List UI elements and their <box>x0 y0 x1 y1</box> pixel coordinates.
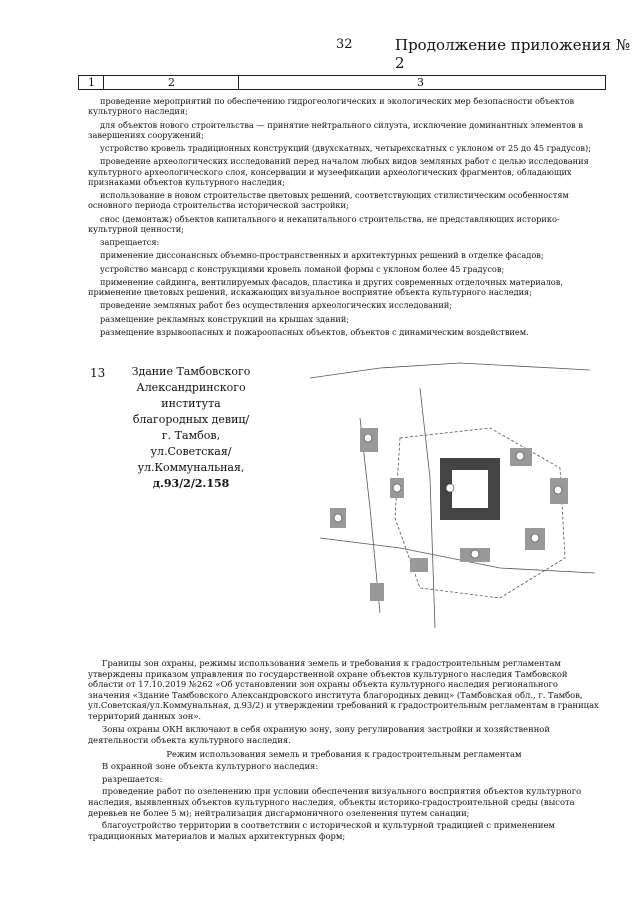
paragraph: В охранной зоне объекта культурного наследия: <box>102 761 319 772</box>
row-13-line: ул.Советская/ <box>150 444 232 458</box>
map-marker <box>334 514 342 522</box>
table-top-border <box>78 75 606 76</box>
row-13-number: 13 <box>90 366 106 380</box>
top-text-block <box>88 96 600 337</box>
map-marker <box>364 434 372 442</box>
row-13-line: Здание Тамбовского <box>131 365 251 378</box>
paragraph: устройство мансард с конструкциями кровель ломаной формы с уклоном более 45 градусов; <box>100 263 505 274</box>
row-13-line: Александринского <box>136 380 246 394</box>
map-marker <box>393 484 401 492</box>
table-col-header-3: 3 <box>417 76 424 89</box>
map-marker <box>531 534 539 542</box>
table-col-header-2: 2 <box>168 76 175 89</box>
table-header-bottom-border <box>78 89 606 90</box>
page-header-title: Продолжение приложения № 2 <box>395 36 631 72</box>
map-road <box>420 388 435 628</box>
table-col-divider-2 <box>238 75 239 90</box>
row-13-line: ул.Коммунальная, <box>137 460 245 474</box>
map-building <box>410 558 428 572</box>
protection-zone-map <box>300 358 600 638</box>
map-marker <box>554 486 562 494</box>
paragraph: применение диссонансных объемно-пространственных и архитектурных решений в отделке фасадов; <box>100 250 544 261</box>
page-number: 32 <box>336 37 353 52</box>
paragraph: разрешается: <box>102 773 163 784</box>
map-road <box>320 538 595 573</box>
table-col-divider-1 <box>103 75 104 90</box>
paragraph: проведение земляных работ без осуществления археологических исследований; <box>100 300 453 311</box>
table-col-header-1: 1 <box>88 76 95 89</box>
paragraph: проведение мероприятий по обеспечению гидрогеологических и экологических мер безопасности объектов культурного наследия; <box>88 96 575 117</box>
map-marker <box>446 484 454 492</box>
paragraph: проведение работ по озеленению при условии обеспечения визуального восприятия объектов культурного наследия, выявленных объектов культурного наследия, объекты историко-градостроительной среды (высота деревьев не более 5 м); нейтрализация дисгармоничного озеленения путем санации; <box>88 786 582 818</box>
map-marker <box>471 550 479 558</box>
row-13-line: д.93/2/2.158 <box>152 476 230 490</box>
paragraph: применение сайдинга, вентилируемых фасадов, пластика и других современных отделочных материалов, применение цветовых решений, искажающих визуальное восприятие объекта культурного наследия; <box>88 276 563 297</box>
paragraph: для объектов нового строительства — принятие нейтрального силуэта, исключение доминантных элементов в завершениях сооружений; <box>88 119 583 140</box>
paragraph: благоустройство территории в соответствии с исторической и культурной традицией с применением традиционных материалов и малых архитектурных форм; <box>88 820 555 841</box>
map-building <box>370 583 384 601</box>
map-road <box>310 363 590 378</box>
paragraph: размещение рекламных конструкций на крышах зданий; <box>100 313 350 324</box>
paragraph: использование в новом строительстве цветовых решений, соответствующих стилистическим особенностям основного периода строительства исторической застройки; <box>88 190 569 211</box>
map-building <box>440 508 500 520</box>
map-marker <box>516 452 524 460</box>
row-13-title <box>106 364 276 492</box>
paragraph: Режим использования земель и требования к градостроительным регламентам <box>166 748 522 759</box>
table-right-border <box>605 75 606 90</box>
paragraph: устройство кровель традиционных конструкций (двухскатных, четырехскатных с уклоном от 25 до 45 градусов); <box>100 143 591 153</box>
paragraph: Зоны охраны ОКН включают в себя охранную зону, зону регулирования застройки и хозяйственной деятельности объекта культурного наследия. <box>88 724 550 746</box>
bottom-text-block <box>88 658 600 841</box>
paragraph: запрещается: <box>100 237 160 247</box>
paragraph: снос (демонтаж) объектов капитального и некапитального строительства, не представляющих историко-культурной ценности; <box>88 213 560 234</box>
paragraph: размещение взрывоопасных и пожароопасных объектов, объектов с динамическим воздействием. <box>100 326 529 337</box>
row-13-line: г. Тамбов, <box>161 428 221 442</box>
row-13-line: института <box>161 396 221 410</box>
paragraph: проведение археологических исследований перед началом любых видов земляных работ с целью исследования культурного археологического слоя, консервации и музеефикации археологических фрагментов, обладающих признаками объектов культурного наследия; <box>88 156 589 187</box>
row-13-line: благородных девиц/ <box>132 412 250 426</box>
table-left-border <box>78 75 79 90</box>
paragraph: Границы зон охраны, режимы использования земель и требования к градостроительным регламентам утверждены приказом управления по государственной охране объектов культурного наследия Тамбовской области от 17.10.2019 №262 «Об установлении зон охраны объекта культурного наследия регионального значения «Здание Тамбовского Александровского института благородных девиц» (Тамбовская обл., г. Тамбов, ул.Советская/ул.Коммунальная, д.93/2) и утверждении требований к градостроительным регламентам в границах территорий данных зон». <box>88 658 599 721</box>
